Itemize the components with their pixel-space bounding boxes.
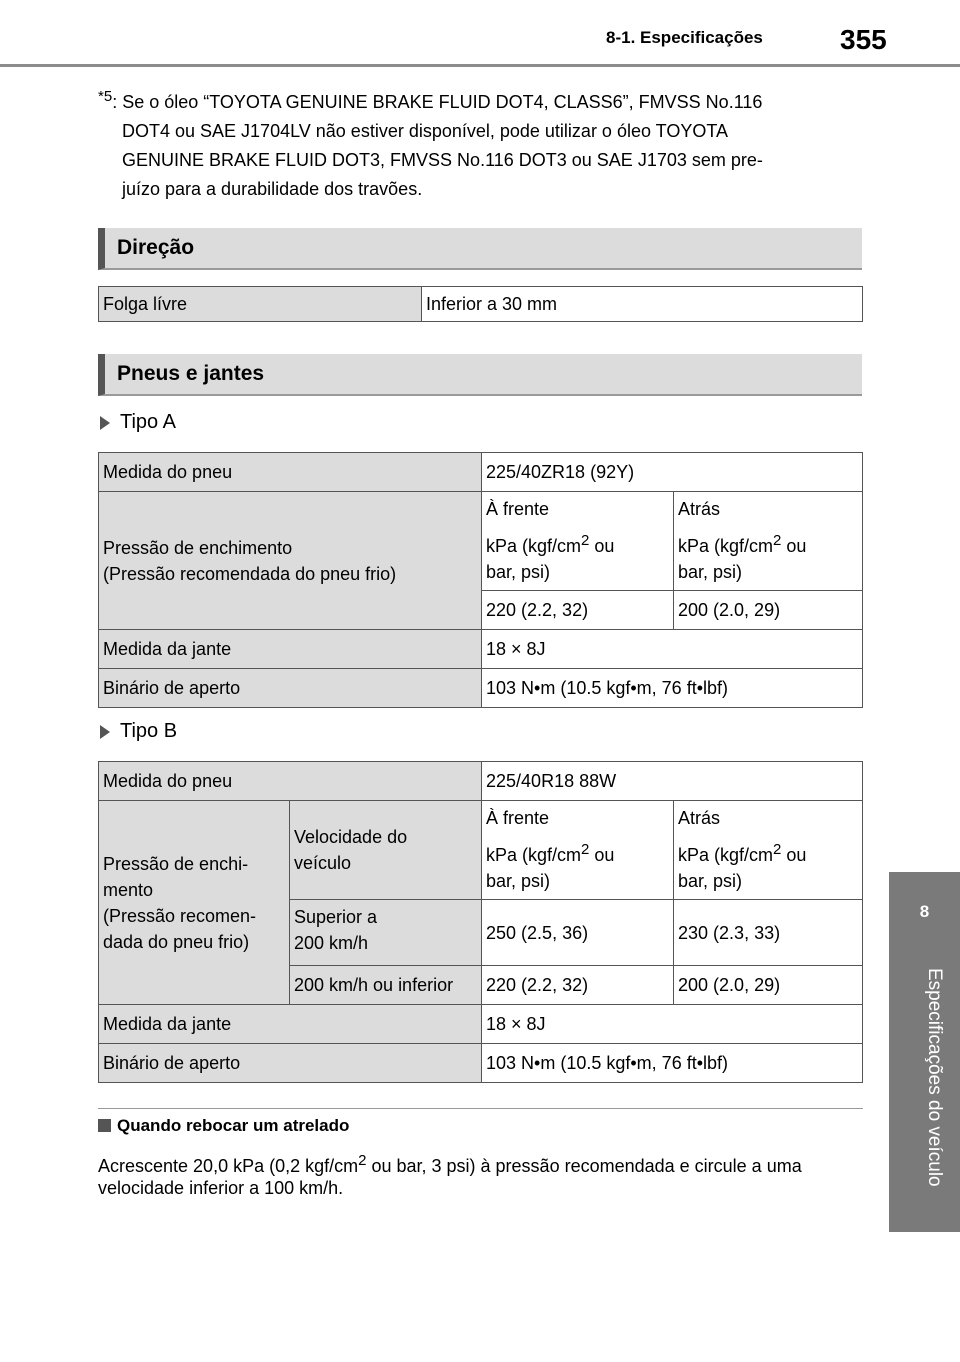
direcao-heading — [98, 228, 862, 270]
tipo-a-label: Tipo A — [120, 411, 176, 433]
tipo-a-heading — [100, 411, 176, 434]
high-speed-line: 200 km/h — [294, 933, 369, 953]
footnote — [98, 82, 868, 204]
high-speed-label — [290, 900, 482, 966]
unit-sup: 2 — [773, 841, 782, 858]
low-speed-rear: 200 (2.0, 29) — [674, 966, 863, 1005]
rear-pressure-value: 200 (2.0, 29) — [674, 591, 863, 630]
trailer-text-part: ou bar, 3 psi) à pressão recomendada e circule a uma velocidade inferior a 100 km/h. — [98, 1156, 802, 1198]
trailer-title: Quando rebocar um atrelado — [117, 1116, 350, 1135]
front-pressure-value: 220 (2.2, 32) — [482, 591, 674, 630]
high-speed-rear: 230 (2.3, 33) — [674, 900, 863, 966]
footnote-line-4: juízo para a durabilidade dos travões. — [122, 179, 423, 199]
rear-label: Atrás — [678, 499, 721, 519]
rim-size-label: Medida da jante — [99, 1005, 482, 1044]
unit-sup: 2 — [773, 532, 782, 549]
rim-size-value: 18 × 8J — [482, 630, 863, 669]
unit-sup: 2 — [581, 532, 590, 549]
direcao-table — [98, 286, 863, 322]
direcao-title: Direção — [117, 236, 195, 259]
front-header — [482, 492, 674, 591]
page-number: 355 — [840, 24, 887, 55]
torque-value: 103 N•m (10.5 kgf•m, 76 ft•lbf) — [482, 669, 863, 708]
high-speed-line: Superior a — [294, 907, 378, 927]
unit-text: kPa (kgf/cm — [678, 845, 774, 865]
steering-play-value: Inferior a 30 mm — [422, 287, 863, 322]
unit-text: bar, psi) — [678, 562, 743, 582]
rim-size-label: Medida da jante — [99, 630, 482, 669]
low-speed-label: 200 km/h ou inferior — [290, 966, 482, 1005]
high-speed-front: 250 (2.5, 36) — [482, 900, 674, 966]
unit-text: ou — [589, 845, 615, 865]
low-speed-front: 220 (2.2, 32) — [482, 966, 674, 1005]
speed-label-line: veículo — [294, 853, 352, 873]
unit-line — [678, 528, 858, 559]
torque-label: Binário de aperto — [99, 669, 482, 708]
pressure-label-line: dada do pneu frio) — [103, 931, 250, 952]
unit-text: kPa (kgf/cm — [486, 845, 582, 865]
footnote-line-1: : Se o óleo “TOYOTA GENUINE BRAKE FLUID DOT4, CLASS6”, FMVSS No.116 — [112, 92, 763, 112]
tipo-b-table — [98, 761, 863, 1083]
pressure-label-line: Pressão de enchimento — [103, 537, 293, 558]
pressure-label-line: (Pressão recomendada do pneu frio) — [103, 563, 397, 584]
pressure-label-line: mento — [103, 879, 154, 900]
front-label: À frente — [486, 808, 550, 828]
table-row — [99, 801, 863, 900]
pressure-label-line: Pressão de enchi- — [103, 853, 249, 874]
table-row — [99, 669, 863, 708]
tire-size-label: Medida do pneu — [99, 762, 482, 801]
rear-label: Atrás — [678, 808, 721, 828]
table-row — [99, 492, 863, 591]
unit-line — [486, 837, 669, 868]
pneus-heading — [98, 354, 862, 396]
table-row — [99, 287, 863, 322]
triangle-bullet-icon — [100, 725, 110, 739]
chapter-label: Especificações do veículo — [924, 968, 945, 1187]
footnote-line-2: DOT4 ou SAE J1704LV não estiver disponível, pode utilizar o óleo TOYOTA — [122, 121, 728, 141]
tipo-b-heading — [100, 720, 177, 743]
trailer-text-sup: 2 — [358, 1152, 367, 1169]
unit-sup: 2 — [581, 841, 590, 858]
torque-label: Binário de aperto — [99, 1044, 482, 1083]
trailer-heading — [98, 1116, 349, 1136]
front-header — [482, 801, 674, 900]
rear-header — [674, 801, 863, 900]
pressure-label — [99, 492, 482, 630]
pressure-label-line: (Pressão recomen- — [103, 905, 257, 926]
torque-value: 103 N•m (10.5 kgf•m, 76 ft•lbf) — [482, 1044, 863, 1083]
pressure-label — [99, 801, 290, 1005]
square-bullet-icon — [98, 1119, 111, 1132]
unit-text: ou — [589, 536, 615, 556]
pneus-title: Pneus e jantes — [117, 362, 265, 385]
unit-text: ou — [781, 845, 807, 865]
rear-header — [674, 492, 863, 591]
header-rule — [0, 64, 960, 67]
steering-play-label: Folga lívre — [99, 287, 422, 322]
tire-size-value: 225/40ZR18 (92Y) — [482, 453, 863, 492]
footnote-line-3: GENUINE BRAKE FLUID DOT3, FMVSS No.116 DOT3 ou SAE J1703 sem pre- — [122, 150, 763, 170]
unit-text: kPa (kgf/cm — [678, 536, 774, 556]
tipo-a-table — [98, 452, 863, 708]
speed-header — [290, 801, 482, 900]
unit-text: bar, psi) — [486, 562, 551, 582]
unit-text: bar, psi) — [486, 871, 551, 891]
table-row — [99, 1044, 863, 1083]
chapter-number: 8 — [919, 902, 930, 921]
table-row — [99, 630, 863, 669]
triangle-bullet-icon — [100, 416, 110, 430]
unit-text: bar, psi) — [678, 871, 743, 891]
tire-size-value: 225/40R18 88W — [482, 762, 863, 801]
unit-text: ou — [781, 536, 807, 556]
trailer-text-part: Acrescente 20,0 kPa (0,2 kgf/cm — [98, 1156, 359, 1176]
table-row — [99, 453, 863, 492]
section-title: 8-1. Especificações — [606, 28, 763, 47]
front-label: À frente — [486, 499, 550, 519]
table-row — [99, 1005, 863, 1044]
trailer-text — [98, 1150, 863, 1199]
section-divider — [98, 1108, 863, 1109]
unit-line — [678, 837, 858, 868]
unit-line — [486, 528, 669, 559]
unit-text: kPa (kgf/cm — [486, 536, 582, 556]
table-row — [99, 762, 863, 801]
rim-size-value: 18 × 8J — [482, 1005, 863, 1044]
tipo-b-label: Tipo B — [120, 720, 178, 742]
footnote-marker: *5 — [98, 88, 113, 105]
speed-label-line: Velocidade do — [294, 827, 408, 847]
tire-size-label: Medida do pneu — [99, 453, 482, 492]
